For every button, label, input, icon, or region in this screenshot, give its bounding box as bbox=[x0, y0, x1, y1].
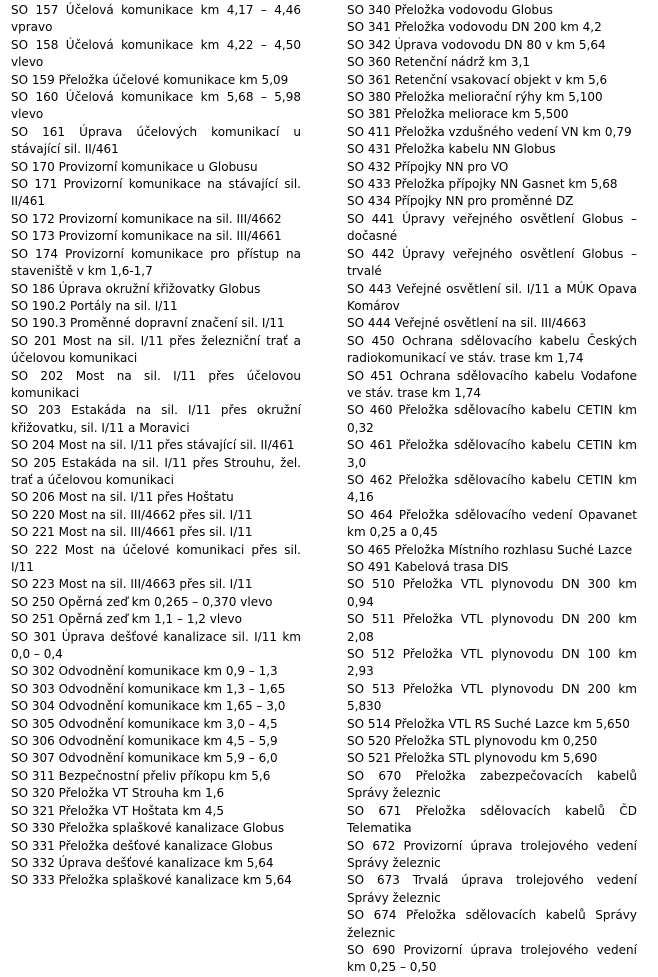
list-item: SO 173 Provizorní komunikace na sil. III/4661 bbox=[11, 229, 282, 244]
list-item: SO 441 Úpravy veřejného osvětlení Globus – dočasné bbox=[347, 211, 637, 244]
list-item: SO 361 Retenční vsakovací objekt v km 5,6 bbox=[347, 72, 608, 87]
list-item: SO 380 Přeložka meliorační rýhy km 5,100 bbox=[347, 90, 603, 105]
list-item: SO 510 Přeložka VTL plynovodu DN 300 km 0,94 bbox=[347, 577, 637, 609]
list-item: SO 431 Přeložka kabelu NN Globus bbox=[347, 142, 556, 157]
list-item: SO 465 Přeložka Místního rozhlasu Suché Lazce bbox=[347, 542, 633, 557]
list-item: SO 202 Most na sil. I/11 přes účelovou komunikaci bbox=[11, 368, 301, 400]
list-item: SO 521 Přeložka STL plynovodu km 5,690 bbox=[347, 751, 598, 766]
list-item: SO 672 Provizorní úprava trolejového vedení Správy železnic bbox=[347, 838, 637, 870]
list-item: SO 360 Retenční nádrž km 3,1 bbox=[347, 55, 530, 70]
list-item: SO 443 Veřejné osvětlení sil. I/11 a MÚK Opava Komárov bbox=[347, 281, 637, 313]
list-item: SO 206 Most na sil. I/11 přes Hoštatu bbox=[11, 490, 234, 505]
list-item: SO 190.3 Proměnné dopravní značení sil. I/11 bbox=[11, 316, 285, 331]
list-item: SO 442 Úpravy veřejného osvětlení Globus – trvalé bbox=[347, 246, 637, 279]
list-item: SO 221 Most na sil. III/4661 přes sil. I/11 bbox=[11, 525, 253, 540]
list-item: SO 302 Odvodnění komunikace km 0,9 – 1,3 bbox=[11, 664, 278, 679]
list-item: SO 514 Přeložka VTL RS Suché Lazce km 5,650 bbox=[347, 716, 630, 731]
list-item: SO 157 Účelová komunikace km 4,17 – 4,46 vpravo bbox=[11, 3, 301, 35]
list-item: SO 171 Provizorní komunikace na stávající sil. II/461 bbox=[11, 177, 301, 209]
list-item: SO 304 Odvodnění komunikace km 1,65 – 3,0 bbox=[11, 699, 286, 714]
list-item: SO 342 Úprava vodovodu DN 80 v km 5,64 bbox=[347, 37, 606, 52]
list-item: SO 340 Přeložka vodovodu Globus bbox=[347, 3, 553, 17]
list-item: SO 174 Provizorní komunikace pro přístup na staveniště v km 1,6-1,7 bbox=[11, 246, 301, 279]
list-item: SO 332 Úprava dešťové kanalizace km 5,64 bbox=[11, 855, 274, 870]
list-item: SO 301 Úprava dešťové kanalizace sil. I/11 km 0,0 – 0,4 bbox=[11, 629, 301, 662]
list-item: SO 460 Přeložka sdělovacího kabelu CETIN km 0,32 bbox=[347, 403, 637, 435]
list-item: SO 311 Bezpečnostní přeliv příkopu km 5,6 bbox=[11, 768, 271, 783]
list-item: SO 203 Estakáda na sil. I/11 přes okružní křižovatku, sil. I/11 a Moravici bbox=[11, 403, 301, 435]
list-item: SO 160 Účelová komunikace km 5,68 – 5,98 vlevo bbox=[11, 90, 301, 122]
list-item: SO 307 Odvodnění komunikace km 5,9 – 6,0 bbox=[11, 751, 278, 766]
list-item: SO 170 Provizorní komunikace u Globusu bbox=[11, 159, 258, 174]
list-item: SO 303 Odvodnění komunikace km 1,3 – 1,65 bbox=[11, 681, 286, 696]
list-item: SO 432 Přípojky NN pro VO bbox=[347, 159, 509, 174]
right-column bbox=[347, 2, 637, 977]
list-item: SO 462 Přeložka sdělovacího kabelu CETIN km 4,16 bbox=[347, 472, 637, 505]
list-item: SO 411 Přeložka vzdušného vedení VN km 0,79 bbox=[347, 124, 632, 139]
list-item: SO 461 Přeložka sdělovacího kabelu CETIN km 3,0 bbox=[347, 438, 637, 470]
list-item: SO 491 Kabelová trasa DIS bbox=[347, 560, 509, 574]
list-item: SO 321 Přeložka VT Hoštata km 4,5 bbox=[11, 803, 224, 818]
list-item: SO 673 Trvalá úprava trolejového vedení Správy železnic bbox=[347, 873, 637, 905]
list-item: SO 172 Provizorní komunikace na sil. III/4662 bbox=[11, 211, 282, 226]
list-item: SO 330 Přeložka splaškové kanalizace Globus bbox=[11, 821, 285, 836]
list-item: SO 433 Přeložka přípojky NN Gasnet km 5,68 bbox=[347, 177, 618, 192]
list-item: SO 204 Most na sil. I/11 přes stávající sil. II/461 bbox=[11, 438, 295, 453]
list-item: SO 464 Přeložka sdělovacího vedení Opavanet km 0,25 a 0,45 bbox=[347, 507, 637, 540]
list-item: SO 305 Odvodnění komunikace km 3,0 – 4,5 bbox=[11, 716, 278, 731]
list-item: SO 161 Úprava účelových komunikací u stávající sil. II/461 bbox=[11, 124, 301, 157]
list-item: SO 671 Přeložka sdělovacích kabelů ČD Telematika bbox=[347, 803, 637, 836]
list-item: SO 331 Přeložka dešťové kanalizace Globus bbox=[11, 838, 273, 853]
list-item: SO 220 Most na sil. III/4662 přes sil. I/11 bbox=[11, 507, 253, 522]
list-item: SO 205 Estakáda na sil. I/11 přes Strouhu, žel. trať a účelovou komunikaci bbox=[11, 455, 301, 487]
list-item: SO 520 Přeložka STL plynovodu km 0,250 bbox=[347, 734, 598, 749]
list-item: SO 320 Přeložka VT Strouha km 1,6 bbox=[11, 786, 225, 801]
list-item: SO 690 Provizorní úprava trolejového vedení km 0,25 – 0,50 bbox=[347, 942, 637, 975]
list-item: SO 186 Úprava okružní křižovatky Globus bbox=[11, 281, 261, 296]
list-item: SO 513 Přeložka VTL plynovodu DN 200 km 5,830 bbox=[347, 681, 637, 714]
list-item: SO 159 Přeložka účelové komunikace km 5,09 bbox=[11, 72, 289, 87]
list-item: SO 333 Přeložka splaškové kanalizace km 5,64 bbox=[11, 873, 292, 888]
list-item: SO 674 Přeložka sdělovacích kabelů Správy železnic bbox=[347, 908, 637, 940]
list-item: SO 450 Ochrana sdělovacího kabelu Českých radiokomunikací ve stáv. trase km 1,74 bbox=[347, 333, 637, 366]
list-item: SO 190.2 Portály na sil. I/11 bbox=[11, 298, 178, 313]
list-item: SO 250 Opěrná zeď km 0,265 – 0,370 vlevo bbox=[11, 594, 273, 609]
list-item: SO 201 Most na sil. I/11 přes železniční trať a účelovou komunikaci bbox=[11, 333, 301, 366]
list-item: SO 444 Veřejné osvětlení na sil. III/4663 bbox=[347, 316, 587, 331]
list-item: SO 341 Přeložka vodovodu DN 200 km 4,2 bbox=[347, 20, 602, 35]
list-item: SO 511 Přeložka VTL plynovodu DN 200 km 2,08 bbox=[347, 612, 637, 644]
list-item: SO 434 Přípojky NN pro proměnné DZ bbox=[347, 194, 574, 209]
list-item: SO 158 Účelová komunikace km 4,22 – 4,50 vlevo bbox=[11, 37, 301, 70]
list-item: SO 512 Přeložka VTL plynovodu DN 100 km 2,93 bbox=[347, 647, 637, 679]
list-item: SO 451 Ochrana sdělovacího kabelu Vodafone ve stáv. trase km 1,74 bbox=[347, 368, 637, 400]
list-item: SO 306 Odvodnění komunikace km 4,5 – 5,9 bbox=[11, 734, 278, 749]
list-item: SO 222 Most na účelové komunikaci přes sil. I/11 bbox=[11, 542, 301, 574]
list-item: SO 251 Opěrná zeď km 1,1 – 1,2 vlevo bbox=[11, 612, 242, 627]
list-item: SO 670 Přeložka zabezpečovacích kabelů Správy železnic bbox=[347, 768, 637, 801]
list-item: SO 223 Most na sil. III/4663 přes sil. I/11 bbox=[11, 577, 253, 592]
list-item: SO 381 Přeložka meliorace km 5,500 bbox=[347, 107, 569, 122]
left-column bbox=[11, 2, 301, 890]
